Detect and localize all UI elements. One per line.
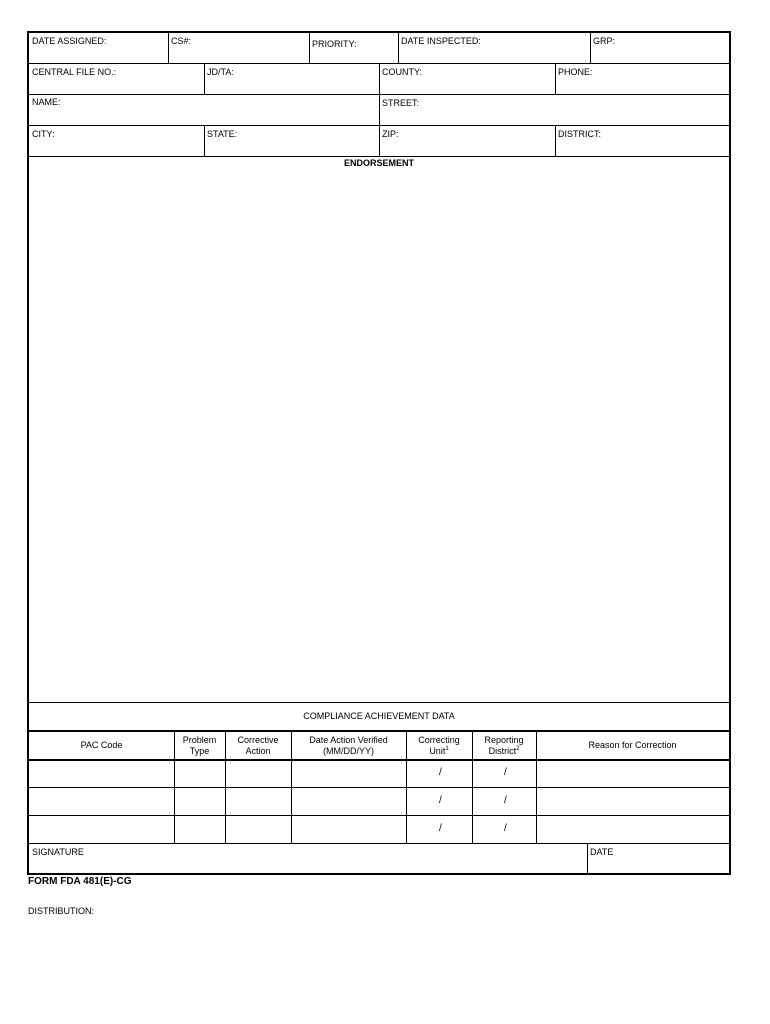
compliance-title: COMPLIANCE ACHIEVEMENT DATA (303, 711, 455, 721)
endorsement-area[interactable] (29, 170, 729, 702)
correcting-unit-line1: Correcting (418, 734, 460, 745)
street-label: STREET: (382, 98, 420, 108)
reporting-district-line1: Reporting (484, 734, 524, 745)
divider (379, 64, 380, 95)
date-verified-header (291, 732, 406, 759)
name-label: NAME: (32, 97, 61, 107)
fda-form (27, 31, 731, 875)
grp-label: GRP: (593, 36, 616, 46)
reporting-district-header (472, 732, 536, 759)
slash: / (439, 795, 442, 806)
table-row[interactable] (29, 816, 729, 843)
problem-type-line1: Problem (182, 734, 217, 745)
zip-label: ZIP: (382, 129, 399, 139)
divider (309, 33, 310, 64)
jd-ta-label: JD/TA: (207, 67, 234, 77)
divider (555, 126, 556, 157)
correcting-unit-line2 (429, 746, 448, 757)
row-divider (29, 156, 729, 157)
divider (204, 64, 205, 95)
divider (379, 95, 380, 126)
problem-type-line2: Type (189, 745, 210, 756)
divider (379, 126, 380, 157)
slash: / (439, 767, 442, 778)
cs-number-label: CS#: (171, 36, 192, 46)
footnote-2: 2 (516, 745, 520, 752)
problem-type-header (174, 732, 225, 759)
table-row[interactable] (29, 761, 729, 787)
city-label: CITY: (32, 129, 55, 139)
reason-header: Reason for Correction (588, 740, 677, 750)
date-field[interactable] (588, 844, 729, 874)
signature-label: SIGNATURE (32, 847, 84, 857)
date-inspected-label: DATE INSPECTED: (401, 36, 481, 46)
divider (555, 64, 556, 95)
table-row[interactable] (29, 788, 729, 815)
divider (168, 33, 169, 64)
central-file-no-label: CENTRAL FILE NO.: (32, 67, 117, 77)
reporting-district-text: District (488, 745, 517, 756)
slash: / (504, 795, 507, 806)
endorsement-title: ENDORSEMENT (343, 158, 414, 168)
district-label: DISTRICT: (558, 129, 602, 139)
pac-code-header: PAC Code (80, 740, 123, 750)
state-label: STATE: (207, 129, 238, 139)
phone-label: PHONE: (558, 67, 593, 77)
signature-field[interactable] (29, 844, 586, 874)
date-verified-line1: Date Action Verified (309, 734, 388, 745)
slash: / (439, 823, 442, 834)
corrective-action-header (225, 732, 291, 759)
date-assigned-label: DATE ASSIGNED: (32, 36, 107, 46)
footnote-1: 1 (445, 745, 449, 752)
divider (590, 33, 591, 64)
corrective-action-line2: Action (245, 745, 271, 756)
corrective-action-line1: Corrective (237, 734, 279, 745)
correcting-unit-header (406, 732, 472, 759)
date-verified-line2: (MM/DD/YY) (323, 745, 374, 756)
priority-label: PRIORITY: (312, 39, 357, 49)
divider (204, 126, 205, 157)
county-label: COUNTY: (382, 67, 423, 77)
date-label: DATE (590, 847, 614, 857)
divider (398, 33, 399, 64)
reporting-district-line2 (489, 746, 520, 757)
slash: / (504, 767, 507, 778)
form-number: FORM FDA 481(E)-CG (28, 876, 132, 887)
distribution-label: DISTRIBUTION: (28, 906, 95, 916)
slash: / (504, 823, 507, 834)
correcting-unit-text: Unit (429, 745, 446, 756)
